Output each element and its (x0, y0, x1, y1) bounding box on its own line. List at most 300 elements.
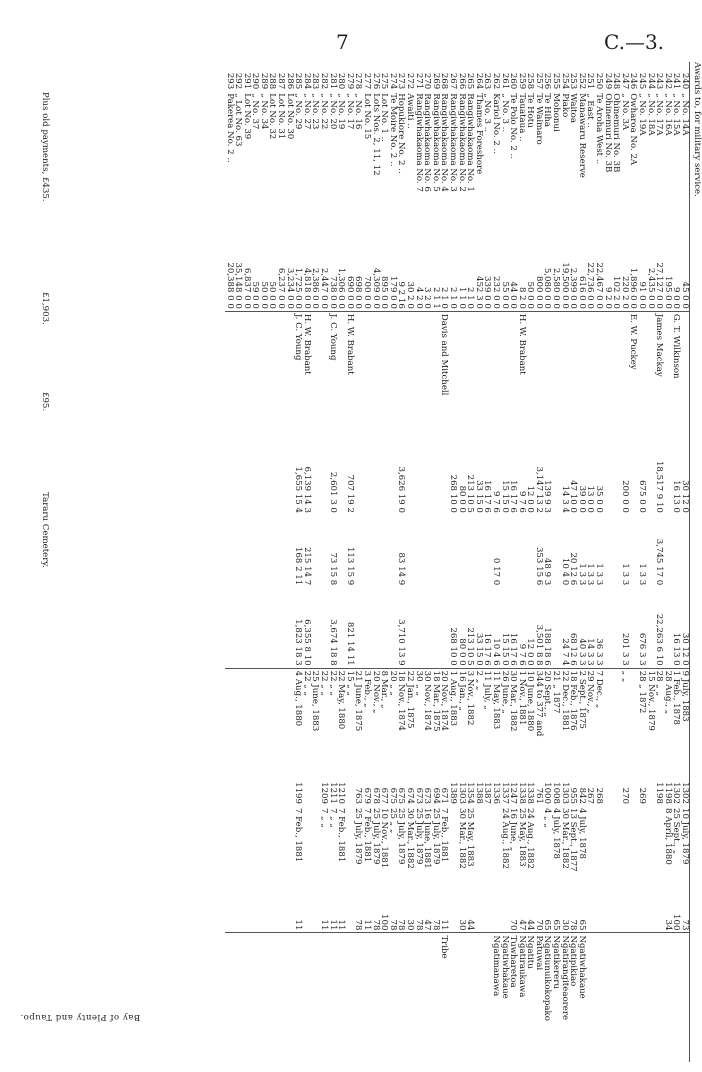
plan-number: 763 (353, 787, 364, 804)
extra-cost (680, 515, 689, 587)
cost-value (277, 435, 286, 515)
cost-value (414, 435, 423, 515)
tribe-name (474, 933, 483, 1062)
extra-cost: 20 12 6 (568, 552, 579, 586)
percent-value (268, 903, 277, 933)
surveyor-name (405, 311, 414, 434)
land-name: Lots Nos. 2, 11, 12 (370, 93, 381, 176)
row-number: 260 (508, 72, 519, 90)
land-name: Ohinemuri No. 3B (611, 93, 622, 173)
land-name: „ East .. (585, 93, 596, 128)
tribe-name (268, 933, 277, 1062)
table-row (629, 62, 638, 1062)
paid-date: 25 July, 1879 (370, 807, 381, 865)
land-name: „ No. 29 (293, 93, 304, 130)
land-name: Owharoa No. 2A (628, 93, 639, 166)
table-row (552, 62, 561, 1062)
cost-value (552, 435, 561, 515)
extra-cost: 3,745 17 0 (654, 538, 665, 586)
total-cost (234, 587, 243, 668)
row-number: 270 (422, 72, 433, 90)
plan-number: 1198 (662, 782, 673, 804)
land-name: Hopukiore No. 2 .. (396, 93, 407, 174)
area-value: 3 2 0 (422, 286, 433, 309)
note-cemetery: Tararu Cemetery. (40, 492, 50, 568)
paid-date (620, 806, 629, 903)
area-value: 44 0 0 (508, 281, 519, 309)
table-row (594, 62, 603, 1062)
surveyor-name: J. C. Young (294, 311, 303, 434)
cost-value: 200 0 0 (619, 480, 630, 513)
table-row (268, 62, 277, 1062)
surveyor-name (612, 311, 621, 434)
table-row (466, 62, 475, 1062)
percent-value (483, 903, 492, 933)
cost-value: 3,147 13 2 (533, 466, 544, 513)
percent-value: 65 (551, 919, 562, 931)
row-number: 266 (456, 72, 467, 90)
date-value (268, 668, 277, 769)
cost-value (371, 435, 380, 515)
total-cost (380, 587, 389, 668)
total-cost (423, 587, 432, 668)
plan-number: 842 (576, 787, 587, 804)
extra-cost: 0 17 0 (490, 557, 501, 586)
area-value: 895 0 0 (379, 276, 390, 309)
land-name: „ No. 16 (353, 93, 364, 130)
percent-value: 78 (413, 919, 424, 931)
area-value: 4 2 0 (413, 286, 424, 309)
extra-cost (380, 515, 389, 587)
paid-date (637, 806, 646, 903)
surveyor-name (371, 311, 380, 434)
paid-date: 8 April, 1880 (662, 807, 673, 865)
tribe-name (242, 933, 251, 1062)
land-name: Waitoa (568, 93, 579, 123)
extra-cost (672, 515, 681, 587)
date-value: 15 Nov., 1879 (646, 668, 655, 769)
date-value: 4 Aug., 1880 (294, 668, 303, 769)
extra-cost (612, 515, 621, 587)
total-cost (311, 587, 320, 668)
extra-cost (414, 515, 423, 587)
tribe-name (603, 933, 612, 1062)
row-number: 286 (284, 72, 295, 90)
paid-date (491, 806, 500, 903)
percent-value: 11 (362, 919, 373, 931)
date-value (251, 668, 260, 769)
area-value: 50 0 0 (267, 281, 278, 309)
table-row (655, 62, 664, 1062)
plan-number: 268 (594, 787, 605, 804)
extra-cost (259, 515, 268, 587)
area-value: 50 0 0 (525, 281, 536, 309)
surveyor-name: J. C. Young (328, 311, 337, 434)
plan-number: 675 (387, 787, 398, 804)
percent-value: 44 (525, 919, 536, 931)
tribe-name (586, 933, 595, 1062)
row-number: 282 (319, 72, 330, 90)
area-value: 2 1 0 (465, 286, 476, 309)
cost-value (405, 435, 414, 515)
tribe-name (311, 933, 320, 1062)
paid-date: 16 June, 1881 (422, 807, 433, 869)
land-name: Te Aroha West .. (594, 93, 605, 165)
area-value: 91 0 0 (637, 281, 648, 309)
area-value: 6,237 0 0 (276, 267, 287, 309)
plan-number: 761 (533, 787, 544, 804)
area-value: 1 1 0 (456, 286, 467, 309)
surveyor-name (543, 311, 552, 434)
total-cost: 15 15 0 (499, 632, 510, 666)
paid-date (586, 806, 595, 903)
table-row (345, 62, 354, 1062)
tribe-name (328, 933, 337, 1062)
cost-value (268, 435, 277, 515)
plan-number: 1354 (465, 782, 476, 804)
total-cost: 3,710 13 9 (396, 619, 407, 666)
row-number: 274 (387, 72, 398, 90)
cost-value (242, 435, 251, 515)
cost-value: 2,601 3 0 (327, 471, 338, 513)
area-value: 35,148 0 0 (233, 262, 244, 309)
plan-number: 694 (430, 787, 441, 804)
date-value: 3 Feb., „ (362, 668, 371, 769)
percent-value: 34 (662, 919, 673, 931)
land-name: „ No. 22 (319, 93, 330, 130)
tribe-name (259, 933, 268, 1062)
row-number: 280 (336, 72, 347, 90)
total-cost: 14 3 3 (585, 638, 596, 666)
table-row (663, 62, 672, 1062)
plan-number: 678 (370, 787, 381, 804)
surveyor-name: James Mackay (655, 311, 664, 434)
cost-value (362, 435, 371, 515)
area-value: 20,388 0 0 (224, 262, 235, 309)
extra-cost (509, 515, 518, 587)
area-value: 102 2 0 (611, 276, 622, 309)
area-value: 2,386 0 0 (310, 267, 321, 309)
paid-date (629, 806, 638, 903)
area-value: 195 0 0 (662, 276, 673, 309)
land-name: Awaiti .. (405, 93, 415, 129)
paid-date (268, 806, 277, 903)
area-value: 19,500 0 0 (559, 262, 570, 309)
surveyor-name: H. W. Brabant (517, 311, 526, 434)
surveyor-name (362, 311, 371, 434)
cost-value: 3,626 19 0 (396, 466, 407, 513)
area-value: 4,818 0 0 (301, 267, 312, 309)
paid-date (234, 806, 243, 903)
area-value: 9 2 0 (602, 286, 613, 309)
plan-number: 267 (585, 787, 596, 804)
percent-value (474, 903, 483, 933)
plan-number (603, 769, 612, 806)
cost-value (259, 435, 268, 515)
land-name: Lot No. 1 .. (379, 93, 390, 142)
land-name: Te Moire No. 2 .. (387, 93, 398, 167)
date-value: 28 „ „ (655, 668, 664, 769)
cost-value: 707 19 2 (344, 474, 355, 513)
cost-value (423, 435, 432, 515)
plan-number: 1303 (559, 782, 570, 804)
land-name: Lot No. 30 (284, 93, 295, 140)
row-number: 242 (662, 72, 673, 90)
row-number: 249 (602, 72, 613, 90)
total-cost (337, 587, 346, 668)
land-name: Lot No. 32 (267, 93, 278, 140)
extra-cost (268, 515, 277, 587)
row-number: 290 (250, 72, 261, 90)
surveyor-name (577, 311, 586, 434)
table-row (294, 62, 303, 1062)
plan-number: 674 (405, 787, 415, 804)
total-cost (431, 587, 440, 668)
table-row (517, 62, 526, 1062)
plan-number: 1387 (482, 782, 493, 804)
cost-value: 1,655 15 4 (293, 466, 304, 513)
date-value: 25 June, 1883 (311, 668, 320, 769)
date-value: 344 to 377 and (534, 668, 543, 769)
percent-value (277, 903, 286, 933)
paid-date (612, 806, 621, 903)
land-name: Rangiwhakaoma No. 6 (422, 93, 433, 192)
plan-number: 1198 (654, 782, 665, 804)
cost-value (431, 435, 440, 515)
paid-date (483, 806, 492, 903)
tribe-name: Ngatiraukawa (517, 933, 526, 1062)
total-cost: 16 17 6 (482, 632, 493, 666)
total-cost: 6,355 8 10 (301, 619, 312, 666)
paid-date (594, 806, 603, 903)
extra-cost (362, 515, 371, 587)
cost-value: 18,517 9 10 (654, 460, 665, 513)
tribe-name (251, 933, 260, 1062)
percent-value (646, 903, 655, 933)
cost-value (251, 435, 260, 515)
percent-value: 100 (379, 914, 390, 931)
date-value: 18 Feb., 1876 (569, 668, 578, 769)
surveyor-name: E. W. Puckey (629, 311, 638, 434)
tribe-name: Ngatiunuikokopako (543, 933, 552, 1062)
date-value: 22 „ „ (319, 668, 328, 769)
tribe-name (672, 933, 681, 1062)
date-value: 20 Nov., „ (371, 668, 380, 769)
row-number: 289 (258, 72, 269, 90)
row-number: 253 (568, 72, 579, 90)
land-name: Te Waimaro (533, 93, 544, 145)
paid-date (242, 806, 251, 903)
land-name: Lot No. 39 (241, 93, 252, 140)
date-value: 1 Nov., 1881 (517, 668, 526, 769)
area-value: 232 0 0 (490, 276, 501, 309)
table-row (302, 62, 311, 1062)
cost-value: 675 0 0 (637, 480, 648, 513)
paid-date (474, 806, 483, 903)
tribe-name (663, 933, 672, 1062)
surveyor-name (534, 311, 543, 434)
area-value: 5,080 0 0 (542, 267, 553, 309)
surveyor-name (397, 311, 406, 434)
total-cost (319, 587, 328, 668)
land-name: „ No. 3 .. (482, 93, 493, 133)
extra-cost (474, 515, 483, 587)
percent-value (491, 903, 500, 933)
tribe-name (225, 933, 234, 1062)
paid-date: 4 July, 1878 (551, 807, 562, 859)
date-value: 10 June, 1880 (526, 668, 535, 769)
tribe-name (646, 933, 655, 1062)
paid-date: 25 Sept., „ (671, 807, 682, 855)
extra-cost (251, 515, 260, 587)
table-row (371, 62, 380, 1062)
table-row (448, 62, 457, 1062)
paid-date: 30 Mar., 1882 (456, 807, 467, 869)
note-amount-2: £95. (40, 392, 50, 412)
total-cost: 33 15 0 (473, 632, 484, 666)
date-value: 11 July, „ (483, 668, 492, 769)
date-value: 20 Nov., 1874 (440, 668, 449, 769)
row-number: 284 (301, 72, 312, 90)
land-name: „ No. 14A (680, 91, 689, 238)
row-number: 261 (499, 72, 510, 90)
area-value: 2 1 0 (439, 286, 450, 309)
land-name: Ohinemuri No. 3B (602, 93, 613, 173)
percent-value (234, 903, 243, 933)
plan-number: 1008 (551, 782, 562, 804)
date-value: 2 „ „ (474, 668, 483, 769)
date-value: 3 Nov., 1882 (466, 668, 475, 769)
note-amount-1: £1,903. (40, 292, 50, 325)
tribe-name (354, 933, 363, 1062)
percent-value (603, 903, 612, 933)
row-number: 245 (637, 72, 648, 90)
table-row (620, 62, 629, 1062)
surveyor-name: Davis and Mitchell (440, 311, 449, 434)
percent-value (637, 903, 646, 933)
date-value (612, 668, 621, 769)
total-cost (225, 587, 234, 668)
surveyor-name (251, 311, 260, 434)
plan-number (612, 769, 621, 806)
cost-value: 16 17 6 (508, 480, 519, 513)
plan-number (268, 769, 277, 806)
total-cost: 12 0 0 (525, 638, 536, 666)
land-name: Te Polo No. 2 .. (508, 93, 519, 160)
table-row (603, 62, 612, 1062)
plan-number: 679 (362, 787, 373, 804)
land-name: Thames Foreshore (473, 93, 484, 175)
row-number: 273 (396, 72, 407, 90)
area-value: 698 0 0 (353, 276, 364, 309)
surveyor-name (259, 311, 268, 434)
cost-value: 15 15 0 (499, 480, 510, 513)
surveyor-name (242, 311, 251, 434)
area-value: 50 0 0 (258, 281, 269, 309)
table-row (414, 62, 423, 1062)
date-value: 1 Feb., 1878 (672, 668, 681, 769)
cost-value: 39 0 0 (576, 485, 587, 513)
area-value: 2,580 0 0 (551, 267, 562, 309)
tribe-name (423, 933, 432, 1062)
tribe-name: Tribe (440, 933, 449, 1062)
tribe-name (680, 933, 689, 1062)
cost-value: 35 0 0 (594, 485, 605, 513)
plan-number: 673 (413, 787, 424, 804)
extra-cost: 1 3 3 (619, 563, 630, 586)
surveyor-name (337, 311, 346, 434)
total-cost: 16 17 6 (508, 632, 519, 666)
total-cost (603, 587, 612, 668)
percent-value: 100 (671, 914, 682, 931)
surveyor-name (354, 311, 363, 434)
land-name: „ No. 17 (344, 93, 355, 130)
plan-number: 673 (422, 787, 433, 804)
extra-cost (552, 515, 561, 587)
tribe-name (414, 933, 423, 1062)
extra-cost: 10 4 0 (559, 557, 570, 586)
total-cost: 22,263 6 10 (654, 613, 665, 666)
surveyor-name (380, 311, 389, 434)
table-row (612, 62, 621, 1062)
row-number: 255 (551, 72, 562, 90)
total-cost (259, 587, 268, 668)
percent-value: 44 (465, 919, 476, 931)
total-cost: 9 7 6 (516, 643, 527, 666)
cost-value: 13 0 0 (585, 485, 596, 513)
paid-date (225, 806, 234, 903)
percent-value (448, 903, 457, 933)
date-value: 15 „ „ (345, 668, 354, 769)
surveyor-name (277, 311, 286, 434)
table-row (277, 62, 286, 1062)
land-name: Rangiwhakaoma No. 2 (456, 93, 467, 192)
total-cost (268, 587, 277, 668)
total-cost (242, 587, 251, 668)
tribe-name: Ngatitu (526, 933, 535, 1062)
area-value: 8 2 0 (516, 286, 527, 309)
total-cost (405, 587, 414, 668)
percent-value: 11 (293, 919, 304, 931)
date-value (603, 668, 612, 769)
paid-date: 16 June, „ (508, 807, 519, 852)
cost-value: 12 0 0 (525, 485, 536, 513)
paid-date: 30 Mar., 1882 (405, 807, 415, 869)
surveyor-name (637, 311, 646, 434)
date-value: 30 Mar., 1882 (509, 668, 518, 769)
row-number: 278 (353, 72, 364, 90)
percent-value: 65 (542, 919, 553, 931)
cost-value: 268 10 0 (447, 474, 458, 513)
area-value: 2 1 0 (447, 286, 458, 309)
area-value: 800 0 0 (533, 276, 544, 309)
table-row (680, 62, 689, 1062)
row-number: 285 (293, 72, 304, 90)
area-value: 9 0 0 (671, 286, 682, 309)
percent-value: 78 (353, 919, 364, 931)
land-name: Lot No. 15 (362, 93, 373, 140)
percent-value (655, 903, 664, 933)
date-value: 26 June, „ (500, 668, 509, 769)
plan-number: 955 (568, 787, 579, 804)
land-name: „ No. 18A (645, 93, 656, 136)
percent-value (620, 903, 629, 933)
table-row (577, 62, 586, 1062)
date-value: 16 Jan., „ (457, 668, 466, 769)
paid-date: 10 Nov., 1881 (379, 807, 390, 869)
percent-value: 11 (336, 919, 347, 931)
paid-date: 7 „ „ (327, 807, 338, 828)
